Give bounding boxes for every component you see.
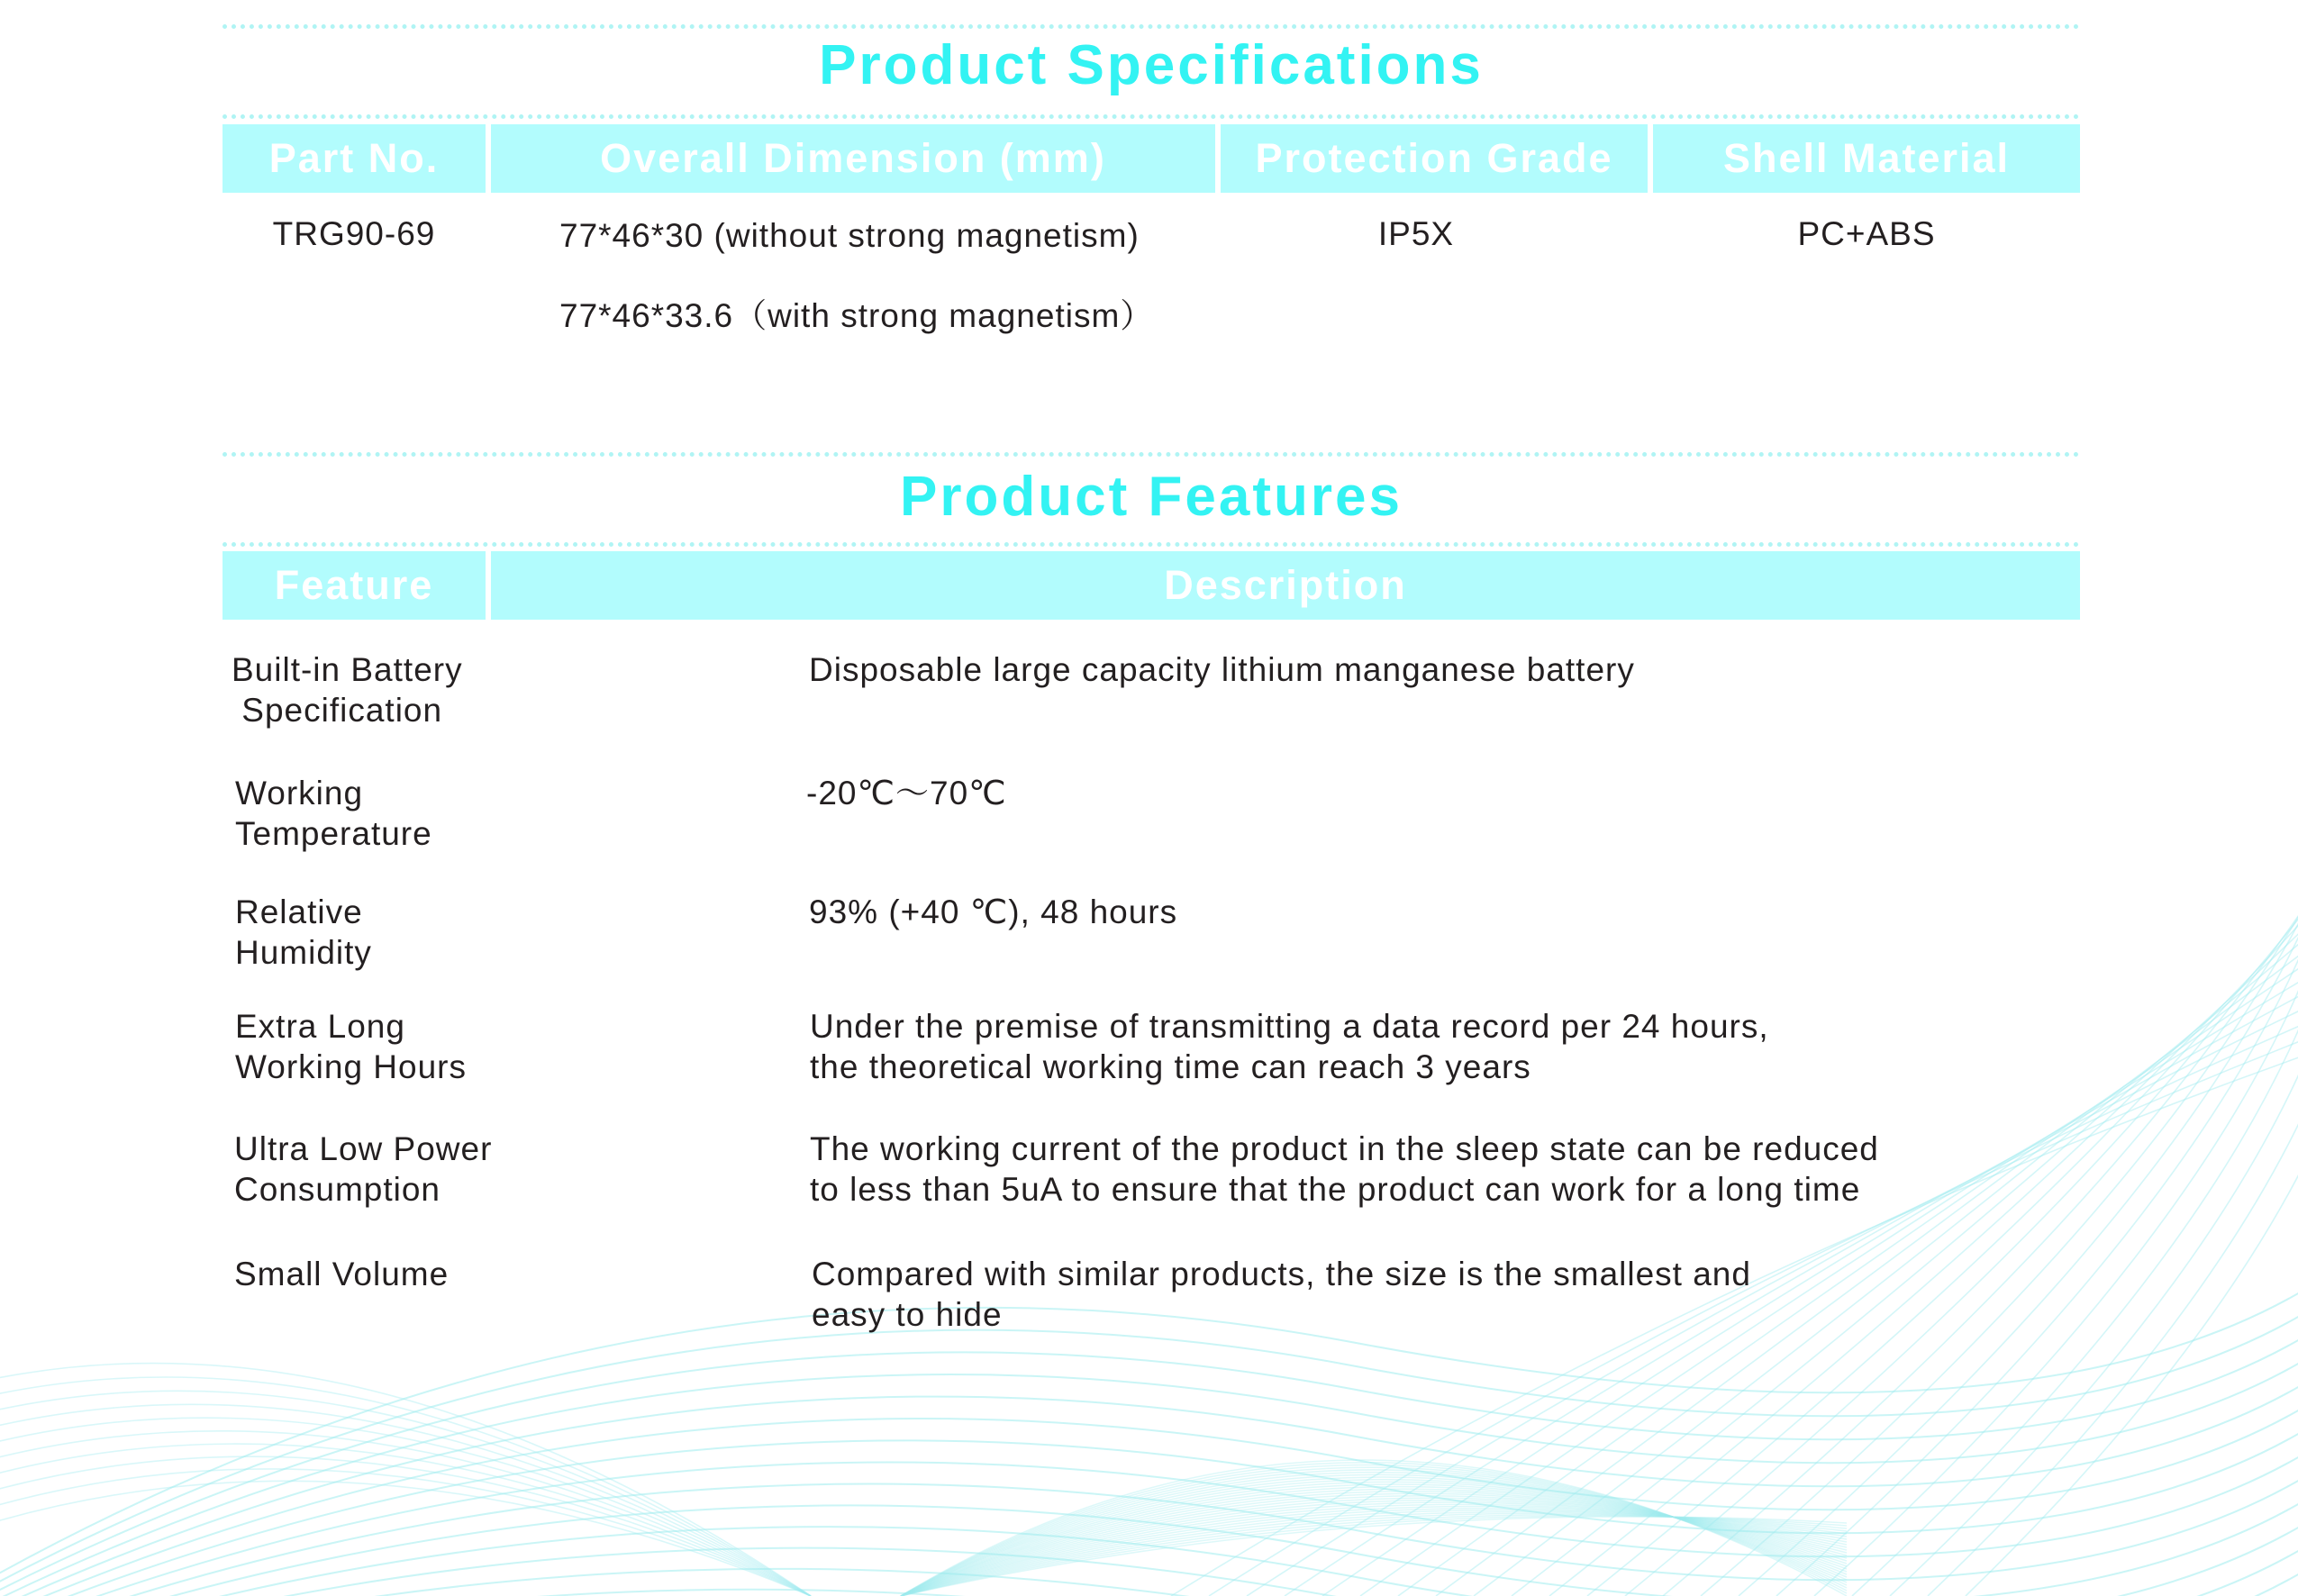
feature-name-line-1: Ultra Low Power	[234, 1130, 493, 1167]
feature-header-feature: Feature	[223, 551, 486, 620]
spec-header-part-no: Part No.	[223, 124, 486, 193]
feature-name-line-2: Consumption	[234, 1171, 441, 1208]
specifications-table	[0, 124, 2298, 394]
features-dotted-divider	[223, 542, 2080, 547]
feature-name-line-1: Working	[235, 775, 364, 812]
wave-line	[0, 1431, 811, 1596]
spec-header-shell-material: Shell Material	[1653, 124, 2080, 193]
spec-shell-material: PC+ABS	[1797, 215, 1936, 252]
feature-description-line-1: 93% (+40 ℃), 48 hours	[809, 893, 1178, 930]
wave-line	[0, 1418, 811, 1596]
specifications-title: Product Specifications	[819, 34, 1484, 96]
feature-description-line-1: Under the premise of transmitting a data record per 24 hours,	[810, 1008, 1769, 1045]
feature-description-line-1: Disposable large capacity lithium manganese battery	[809, 651, 1635, 688]
feature-name-line-2: Specification	[232, 692, 443, 729]
feature-description-line-1: The working current of the product in the sleep state can be reduced	[810, 1130, 1879, 1167]
feature-description-line-2: easy to hide	[812, 1296, 1003, 1333]
features-title: Product Features	[900, 466, 1403, 528]
wave-line	[0, 1404, 811, 1596]
feature-name-line-2: Working Hours	[235, 1048, 468, 1085]
feature-name-line-1: Extra Long	[235, 1008, 405, 1045]
features-table	[0, 551, 2298, 1362]
features-top-dotted-divider	[223, 452, 2080, 457]
feature-name-line-1: Built-in Battery	[232, 651, 463, 688]
wave-line	[0, 1556, 2298, 1596]
feature-name-line-1: Small Volume	[234, 1256, 450, 1292]
feature-description-line-2: the theoretical working time can reach 3 years	[810, 1048, 1531, 1085]
wave-line	[0, 1580, 2298, 1596]
top-dotted-divider	[223, 24, 2080, 29]
spec-protection-grade: IP5X	[1377, 215, 1455, 252]
feature-header-description: Description	[491, 551, 2080, 620]
specifications-dotted-divider	[223, 114, 2080, 119]
feature-name-line-2: Humidity	[235, 934, 372, 971]
feature-description-line-1: -20℃～70℃	[806, 775, 1007, 812]
feature-description-line-2: to less than 5uA to ensure that the product can work for a long time	[810, 1171, 1861, 1208]
spec-part-no: TRG90-69	[272, 215, 436, 252]
wave-line	[0, 1481, 811, 1596]
spec-header-protection-grade: Protection Grade	[1221, 124, 1648, 193]
feature-name-line-2: Temperature	[235, 815, 432, 852]
spec-dimension-line-2: 77*46*33.6（with strong magnetism）	[559, 297, 1155, 334]
spec-header-dimension: Overall Dimension (mm)	[491, 124, 1215, 193]
feature-name-line-1: Relative	[235, 893, 363, 930]
feature-description-line-1: Compared with similar products, the size is the smallest and	[812, 1256, 1751, 1292]
spec-dimension-line-1: 77*46*30 (without strong magnetism)	[559, 217, 1140, 254]
